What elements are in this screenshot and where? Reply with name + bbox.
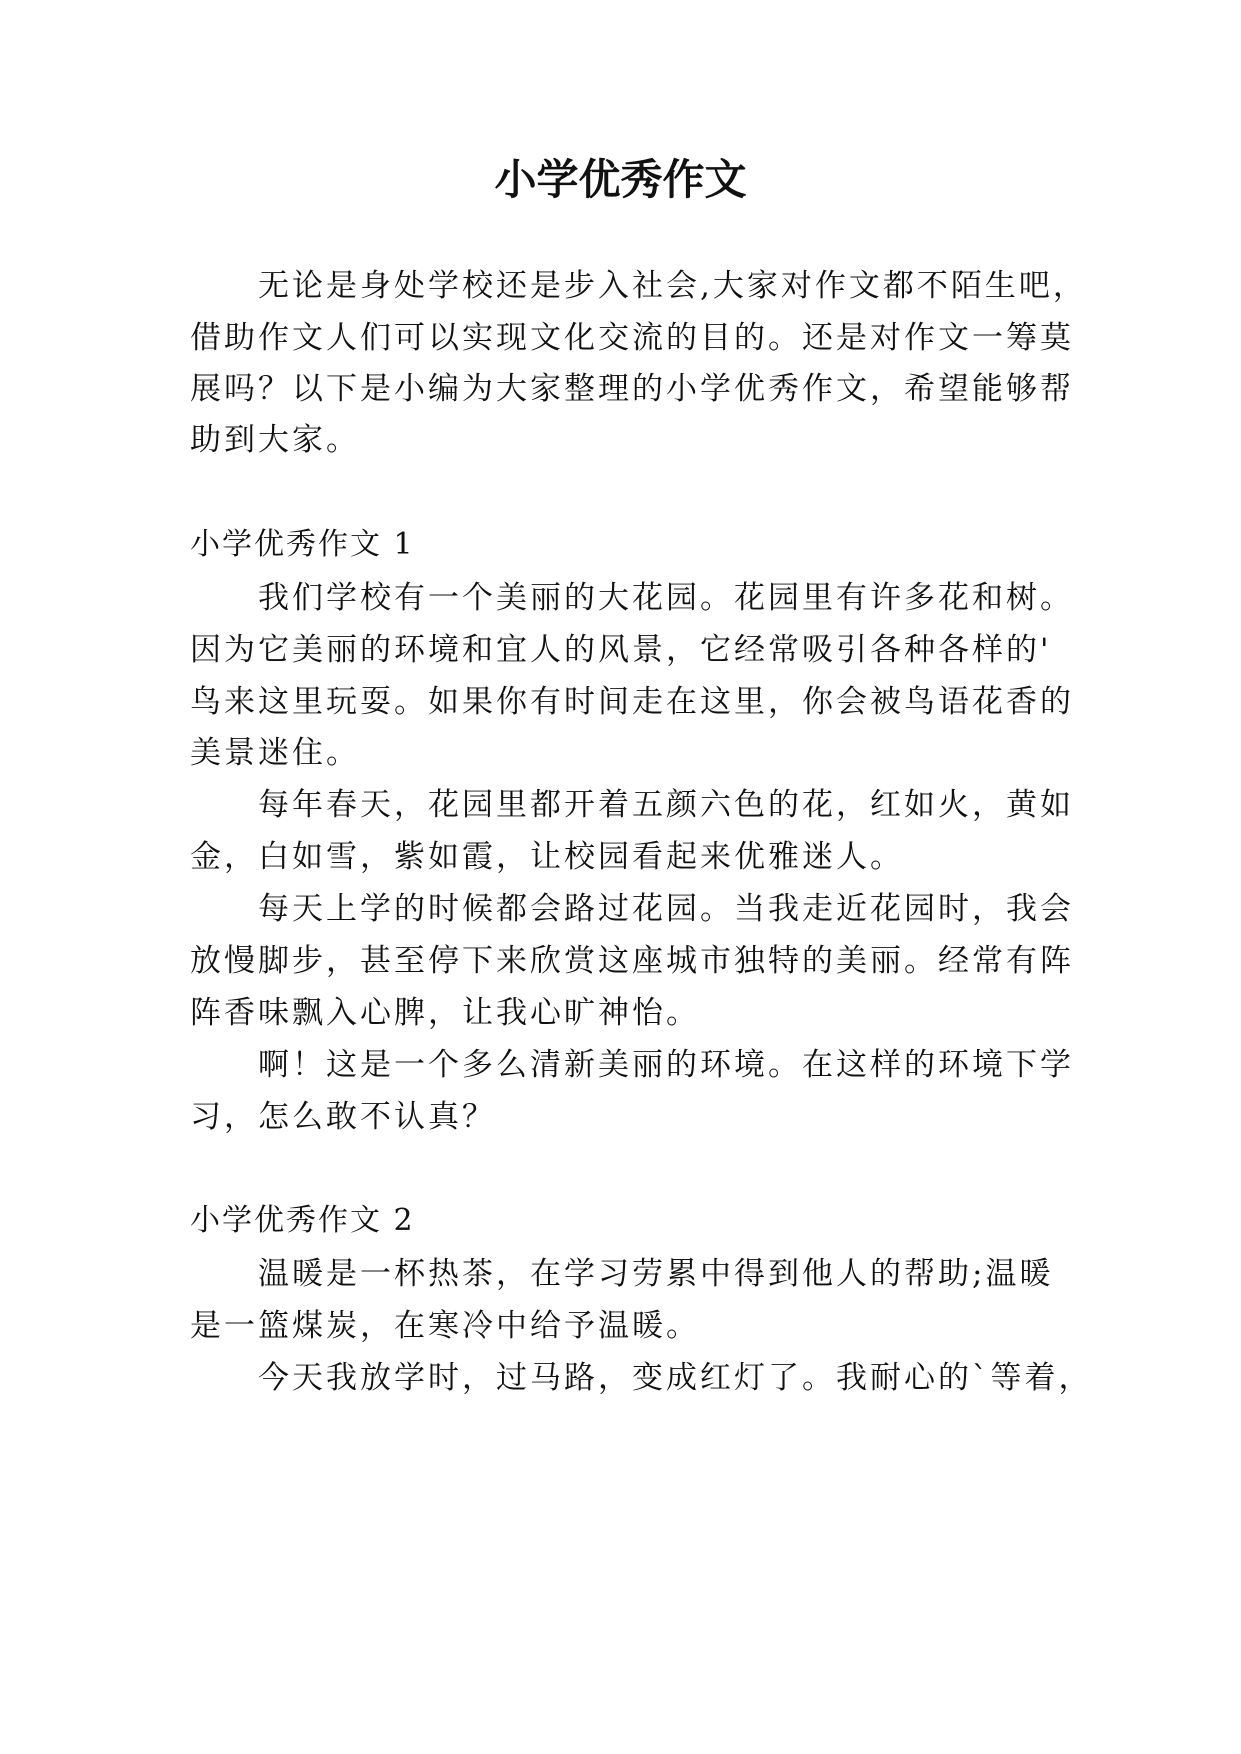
intro-line: 展吗？以下是小编为大家整理的小学优秀作文，希望能够帮 bbox=[190, 371, 1074, 407]
section-heading: 小学优秀作文 1 bbox=[190, 527, 415, 562]
intro-line: 无论是身处学校还是步入社会,大家对作文都不陌生吧， bbox=[258, 268, 1087, 304]
body-line: 每天上学的时候都会路过花园。当我走近花园时，我会 bbox=[258, 891, 1074, 927]
body-line: 啊！这是一个多么清新美丽的环境。在这样的环境下学 bbox=[258, 1047, 1074, 1083]
body-line: 美景迷住。 bbox=[190, 735, 360, 771]
body-line: 阵香味飘入心脾，让我心旷神怡。 bbox=[190, 995, 700, 1031]
section-heading: 小学优秀作文 2 bbox=[190, 1203, 415, 1238]
body-line: 鸟来这里玩耍。如果你有时间走在这里，你会被鸟语花香的 bbox=[190, 684, 1074, 720]
intro-line: 借助作文人们可以实现文化交流的目的。还是对作文一筹莫 bbox=[190, 320, 1074, 356]
body-line: 习，怎么敢不认真？ bbox=[190, 1099, 496, 1135]
body-line: 金，白如雪，紫如霞，让校园看起来优雅迷人。 bbox=[190, 839, 904, 875]
document-title: 小学优秀作文 bbox=[494, 155, 747, 204]
body-line: 是一篮煤炭，在寒冷中给予温暖。 bbox=[190, 1308, 700, 1344]
body-line: 温暖是一杯热茶，在学习劳累中得到他人的帮助;温暖 bbox=[258, 1256, 1054, 1292]
body-line: 因为它美丽的环境和宜人的风景，它经常吸引各种各样的' bbox=[190, 632, 1052, 668]
body-line: 我们学校有一个美丽的大花园。花园里有许多花和树。 bbox=[258, 580, 1074, 616]
body-line: 每年春天，花园里都开着五颜六色的花，红如火，黄如 bbox=[258, 787, 1074, 823]
body-line: 放慢脚步，甚至停下来欣赏这座城市独特的美丽。经常有阵 bbox=[190, 943, 1074, 979]
body-line: 今天我放学时，过马路，变成红灯了。我耐心的`等着， bbox=[258, 1360, 1093, 1396]
intro-line: 助到大家。 bbox=[190, 422, 360, 458]
